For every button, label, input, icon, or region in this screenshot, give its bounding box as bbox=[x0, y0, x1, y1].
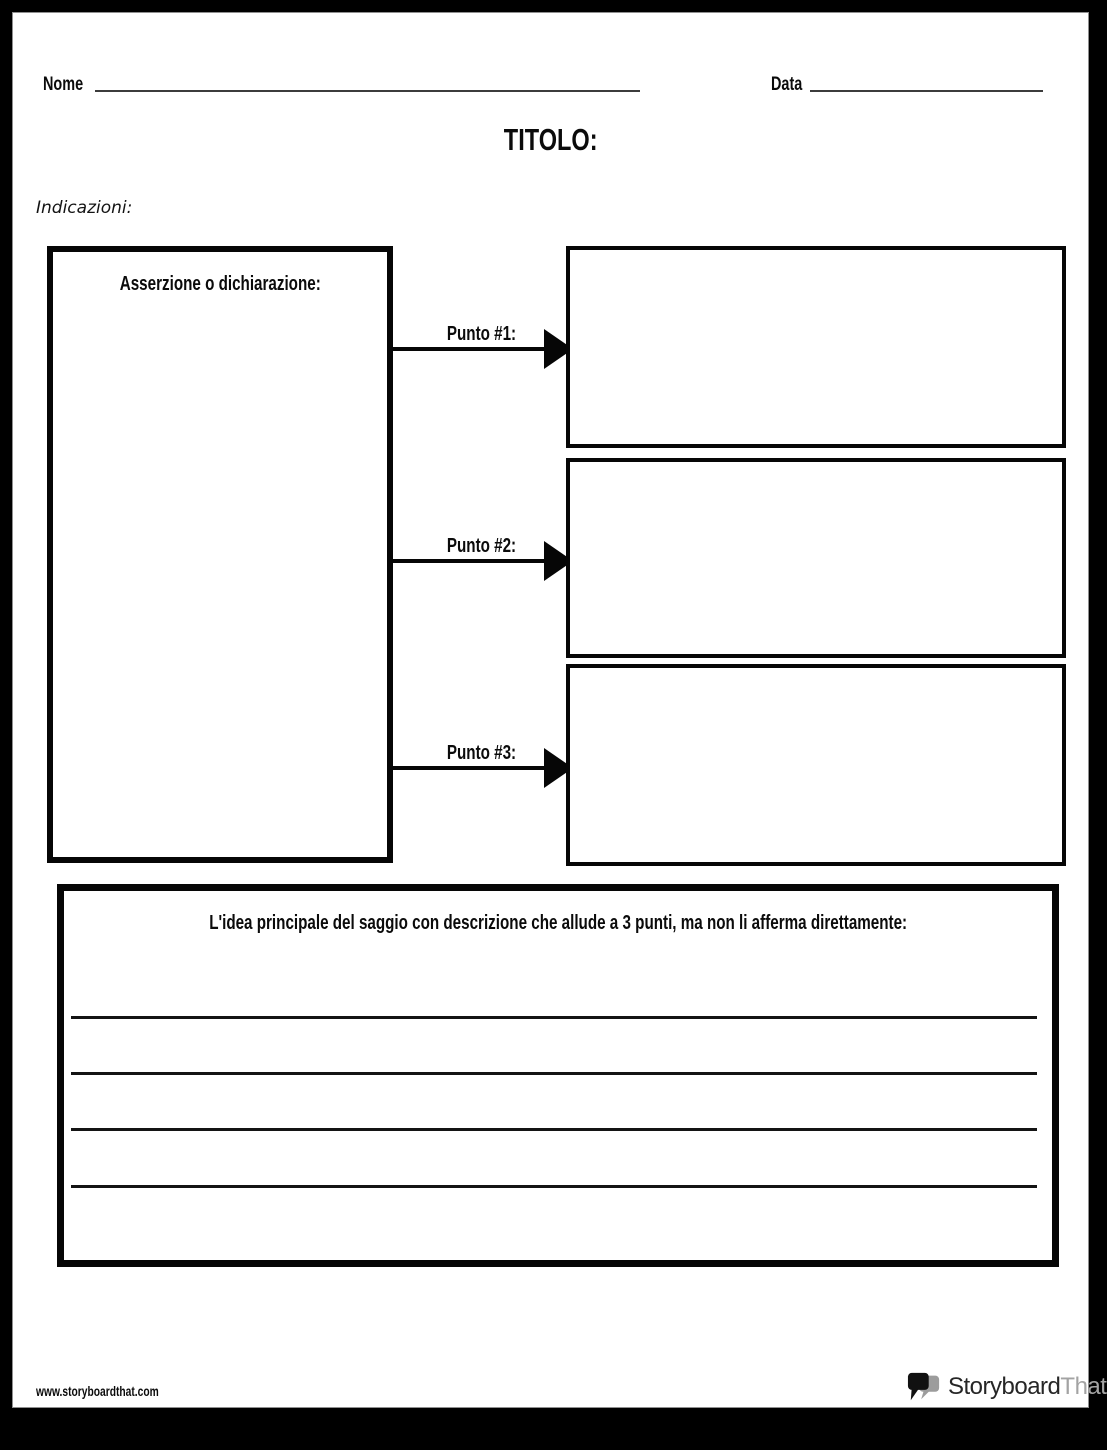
main-idea-heading-text: L'idea principale del saggio con descrizione che allude a 3 punti, ma non li afferma direttamente: bbox=[209, 912, 907, 934]
write-line[interactable] bbox=[71, 1128, 1037, 1131]
date-label bbox=[771, 73, 812, 97]
point-1-label-text: Punto #1: bbox=[446, 323, 516, 345]
name-label-text: Nome bbox=[43, 74, 84, 95]
worksheet-page bbox=[12, 12, 1107, 1408]
speech-bubbles-icon bbox=[907, 1370, 941, 1404]
main-idea-heading bbox=[64, 911, 1052, 935]
arrow-connector-line-1 bbox=[391, 347, 544, 351]
directions-label-text: Indicazioni: bbox=[36, 198, 133, 218]
point-1-box[interactable] bbox=[566, 246, 1066, 448]
write-line[interactable] bbox=[71, 1072, 1037, 1075]
point-2-box[interactable] bbox=[566, 458, 1066, 658]
footer-website-text: www.storyboardthat.com bbox=[36, 1384, 159, 1399]
write-line[interactable] bbox=[71, 1016, 1037, 1019]
storyboardthat-logo bbox=[907, 1370, 1106, 1404]
footer-website bbox=[36, 1383, 198, 1401]
arrow-connector-line-3 bbox=[391, 766, 544, 770]
point-3-box[interactable] bbox=[566, 664, 1066, 866]
point-3-label bbox=[316, 740, 516, 766]
point-3-label-text: Punto #3: bbox=[446, 742, 516, 764]
page-title bbox=[13, 123, 1088, 157]
logo-wordmark-primary: Storyboard bbox=[948, 1373, 1061, 1400]
name-fill-line[interactable] bbox=[95, 69, 640, 92]
logo-wordmark-secondary: That bbox=[1060, 1373, 1107, 1400]
point-2-label bbox=[316, 533, 516, 559]
arrow-connector-line-2 bbox=[391, 559, 544, 563]
claim-box-heading-text: Asserzione o dichiarazione: bbox=[119, 273, 321, 295]
logo-wordmark bbox=[948, 1370, 1106, 1404]
claim-box-heading bbox=[53, 272, 387, 296]
date-label-text: Data bbox=[771, 74, 803, 95]
name-label bbox=[43, 73, 96, 97]
directions-label bbox=[36, 197, 132, 219]
main-idea-box bbox=[57, 884, 1059, 1267]
point-1-label bbox=[316, 321, 516, 347]
date-fill-line[interactable] bbox=[810, 69, 1043, 92]
write-line[interactable] bbox=[71, 1185, 1037, 1188]
page-title-text: TITOLO: bbox=[503, 122, 598, 157]
point-2-label-text: Punto #2: bbox=[446, 535, 516, 557]
